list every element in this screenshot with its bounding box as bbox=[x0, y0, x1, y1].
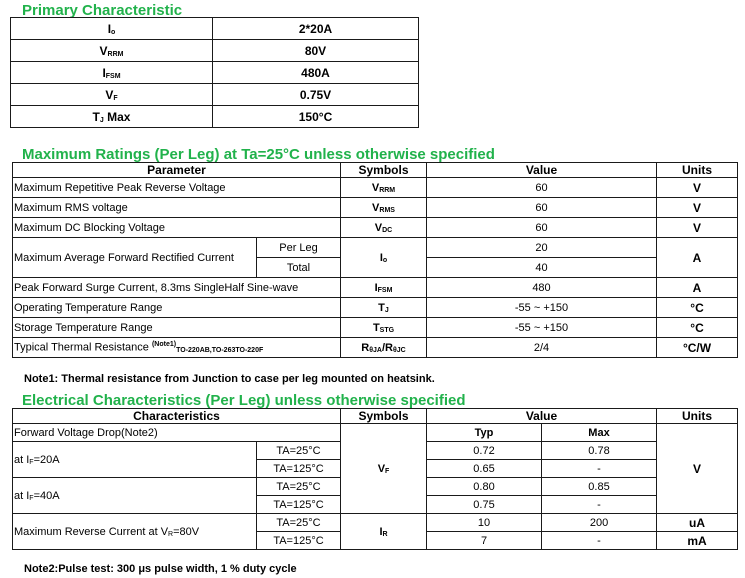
primary-characteristic-table bbox=[10, 17, 419, 128]
symbol-cell: $I_R$ bbox=[341, 514, 427, 550]
max-cell: 200 bbox=[542, 514, 657, 532]
unit-cell: V bbox=[657, 178, 738, 198]
parameter-cell: Maximum Average Forward Rectified Current bbox=[13, 238, 257, 278]
max-cell: - bbox=[542, 532, 657, 550]
symbol-cell: $V_{RRM}$ bbox=[341, 178, 427, 198]
symbol-cell: $T_{STG}$ bbox=[341, 318, 427, 338]
header-typ: Typ bbox=[427, 424, 542, 442]
table-row bbox=[13, 238, 738, 258]
header-characteristics: Characteristics bbox=[13, 409, 341, 424]
max-ratings-title: Maximum Ratings (Per Leg) at Ta=25°C unless otherwise specified bbox=[22, 146, 495, 163]
forward-voltage-label: Forward Voltage Drop(Note2) bbox=[13, 424, 341, 442]
sub-label-cell: Per Leg bbox=[257, 238, 341, 258]
table-header-row bbox=[13, 163, 738, 178]
symbol-cell: $V_F$ bbox=[11, 84, 213, 106]
table-row bbox=[13, 514, 738, 532]
unit-cell: °C bbox=[657, 318, 738, 338]
value-cell: 20 bbox=[427, 238, 657, 258]
table-row bbox=[11, 84, 419, 106]
symbol-cell: $V_{RMS}$ bbox=[341, 198, 427, 218]
header-value: Value bbox=[427, 409, 657, 424]
header-symbols: Symbols bbox=[341, 163, 427, 178]
value-cell: 480 bbox=[427, 278, 657, 298]
value-cell: 2/4 bbox=[427, 338, 657, 358]
electrical-characteristics-table bbox=[12, 408, 738, 550]
table-row bbox=[11, 106, 419, 128]
symbol-cell: $T_J$ Max bbox=[11, 106, 213, 128]
parameter-cell: Maximum DC Blocking Voltage bbox=[13, 218, 341, 238]
table-row bbox=[13, 198, 738, 218]
condition-label: Maximum Reverse Current at $V_R=80V$ bbox=[13, 514, 257, 550]
unit-cell: mA bbox=[657, 532, 738, 550]
parameter-cell: Maximum Repetitive Peak Reverse Voltage bbox=[13, 178, 341, 198]
symbol-cell: $I_{FSM}$ bbox=[11, 62, 213, 84]
temp-cell: TA=25°C bbox=[257, 442, 341, 460]
parameter-cell: Operating Temperature Range bbox=[13, 298, 341, 318]
value-cell: 150°C bbox=[213, 106, 419, 128]
value-cell: 2*20A bbox=[213, 18, 419, 40]
temp-cell: TA=25°C bbox=[257, 514, 341, 532]
header-units: Units bbox=[657, 163, 738, 178]
parameter-cell: Peak Forward Surge Current, 8.3ms SingleHalf Sine-wave bbox=[13, 278, 341, 298]
value-cell: 60 bbox=[427, 178, 657, 198]
header-value: Value bbox=[427, 163, 657, 178]
table-row bbox=[13, 218, 738, 238]
symbol-cell: $I_o$ bbox=[11, 18, 213, 40]
note-2: Note2:Pulse test: 300 μs pulse width, 1 % duty cycle bbox=[24, 563, 297, 575]
unit-cell: uA bbox=[657, 514, 738, 532]
header-units: Units bbox=[657, 409, 738, 424]
table-header-row bbox=[13, 409, 738, 424]
parameter-cell: Maximum RMS voltage bbox=[13, 198, 341, 218]
value-cell: -55 ~ +150 bbox=[427, 318, 657, 338]
max-cell: - bbox=[542, 460, 657, 478]
value-cell: 480A bbox=[213, 62, 419, 84]
temp-cell: TA=125°C bbox=[257, 460, 341, 478]
unit-cell: °C/W bbox=[657, 338, 738, 358]
table-row bbox=[13, 338, 738, 358]
symbol-cell: $V_{DC}$ bbox=[341, 218, 427, 238]
table-row bbox=[13, 318, 738, 338]
unit-cell: A bbox=[657, 238, 738, 278]
table-row bbox=[13, 298, 738, 318]
sub-label-cell: Total bbox=[257, 258, 341, 278]
table-row bbox=[11, 18, 419, 40]
typ-cell: 0.65 bbox=[427, 460, 542, 478]
symbol-cell: $I_{FSM}$ bbox=[341, 278, 427, 298]
parameter-cell: Typical Thermal Resistance $^{(Note1)}_{TO-220AB,TO-263TO-220F}$ bbox=[13, 338, 341, 358]
typ-cell: 0.80 bbox=[427, 478, 542, 496]
symbol-cell: $T_J$ bbox=[341, 298, 427, 318]
temp-cell: TA=25°C bbox=[257, 478, 341, 496]
table-row bbox=[13, 178, 738, 198]
value-cell: 40 bbox=[427, 258, 657, 278]
typ-cell: 10 bbox=[427, 514, 542, 532]
value-cell: 60 bbox=[427, 218, 657, 238]
table-row bbox=[13, 424, 738, 442]
symbol-cell: $I_o$ bbox=[341, 238, 427, 278]
primary-title: Primary Characteristic bbox=[22, 2, 183, 19]
note-1: Note1: Thermal resistance from Junction to case per leg mounted on heatsink. bbox=[24, 373, 435, 385]
symbol-cell: $V_F$ bbox=[341, 424, 427, 514]
unit-cell: °C bbox=[657, 298, 738, 318]
symbol-cell: $V_{RRM}$ bbox=[11, 40, 213, 62]
unit-cell: V bbox=[657, 424, 738, 514]
typ-cell: 7 bbox=[427, 532, 542, 550]
unit-cell: V bbox=[657, 218, 738, 238]
typ-cell: 0.75 bbox=[427, 496, 542, 514]
header-symbols: Symbols bbox=[341, 409, 427, 424]
parameter-cell: Storage Temperature Range bbox=[13, 318, 341, 338]
max-cell: - bbox=[542, 496, 657, 514]
header-parameter: Parameter bbox=[13, 163, 341, 178]
condition-label: at $I_F=40A$ bbox=[13, 478, 257, 514]
table-row bbox=[11, 40, 419, 62]
typ-cell: 0.72 bbox=[427, 442, 542, 460]
electrical-title: Electrical Characteristics (Per Leg) unless otherwise specified bbox=[22, 392, 466, 409]
value-cell: -55 ~ +150 bbox=[427, 298, 657, 318]
value-cell: 60 bbox=[427, 198, 657, 218]
condition-label: at $I_F=20A$ bbox=[13, 442, 257, 478]
value-cell: 0.75V bbox=[213, 84, 419, 106]
symbol-cell: $R_{\theta JA}/R_{\theta JC}$ bbox=[341, 338, 427, 358]
value-cell: 80V bbox=[213, 40, 419, 62]
temp-cell: TA=125°C bbox=[257, 496, 341, 514]
table-row bbox=[13, 278, 738, 298]
max-ratings-table bbox=[12, 162, 738, 358]
max-cell: 0.85 bbox=[542, 478, 657, 496]
header-max: Max bbox=[542, 424, 657, 442]
temp-cell: TA=125°C bbox=[257, 532, 341, 550]
max-cell: 0.78 bbox=[542, 442, 657, 460]
unit-cell: V bbox=[657, 198, 738, 218]
table-row bbox=[11, 62, 419, 84]
unit-cell: A bbox=[657, 278, 738, 298]
